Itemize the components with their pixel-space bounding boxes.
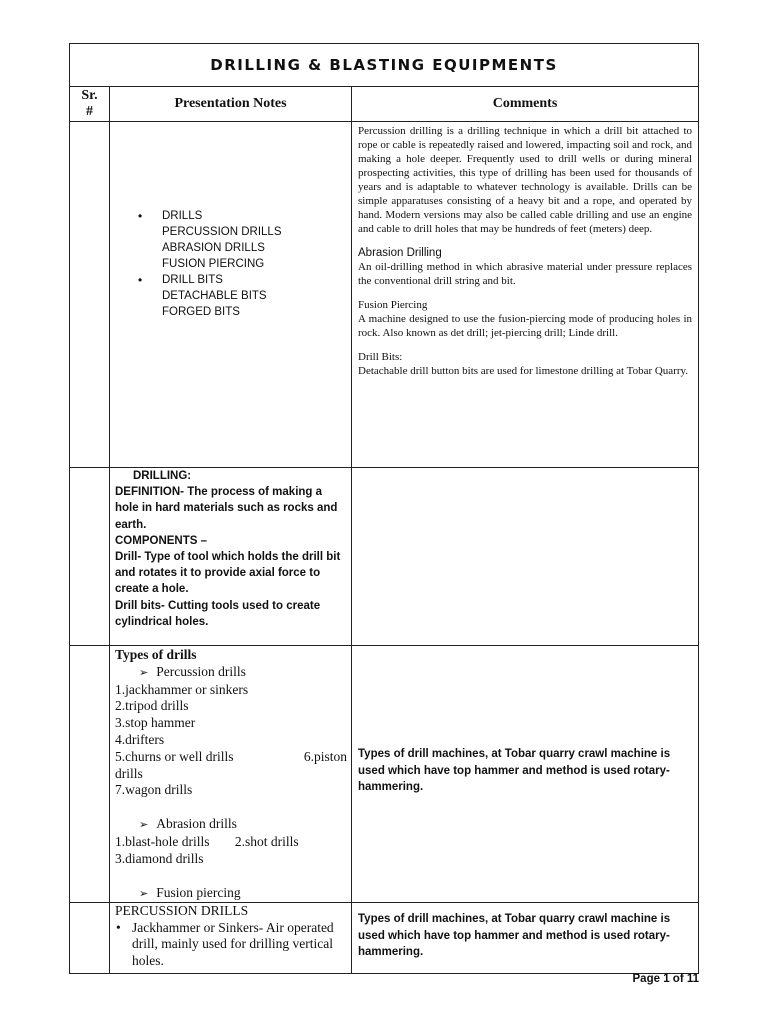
- sr-cell: [70, 468, 110, 646]
- drill-bits-text: Drill bits- Cutting tools used to create cylindrical holes.: [115, 599, 321, 628]
- title-cell: [70, 44, 699, 87]
- list-item: 7.wagon drills: [115, 782, 193, 798]
- comments-cell: [352, 468, 699, 646]
- percussion-cell: [110, 903, 352, 974]
- abrasion-subheading: ➢ Abrasion drills: [115, 816, 347, 834]
- list-item-text: 1.blast-hole drills: [115, 833, 210, 849]
- list-item: • DRILL BITS: [138, 272, 351, 288]
- header-notes: Presentation Notes: [110, 87, 352, 122]
- list-item: [115, 749, 347, 766]
- drilling-heading: DRILLING:: [133, 470, 192, 482]
- definition-cell: [110, 468, 352, 646]
- header-sr-line1: Sr.: [81, 88, 98, 103]
- document-title: DRILLING & BLASTING EQUIPMENTS: [210, 55, 558, 74]
- list-item: FORGED BITS: [162, 306, 240, 318]
- list-item: DETACHABLE BITS: [162, 290, 267, 302]
- notes-list: [110, 122, 351, 320]
- percussion-subheading: ➢ Percussion drills: [115, 664, 347, 682]
- abrasion-heading: Abrasion Drilling: [358, 247, 442, 259]
- bits-text: Detachable drill button bits are used for limestone drilling at Tobar Quarry.: [358, 365, 689, 377]
- list-item: • DRILLS: [138, 208, 351, 224]
- types-heading: Types of drills: [115, 647, 197, 662]
- components-heading: COMPONENTS –: [115, 534, 208, 547]
- list-item: FUSION PIERCING: [162, 258, 265, 270]
- sr-cell: [70, 646, 110, 903]
- table-row: [70, 903, 699, 974]
- list-item: • Jackhammer or Sinkers- Air operated drill, mainly used for drilling vertical holes.: [115, 920, 347, 969]
- list-item: 1.jackhammer or sinkers: [115, 681, 249, 697]
- list-item: 3.stop hammer: [115, 715, 196, 731]
- header-sr: [70, 87, 110, 122]
- list-item-text: 5.churns or well drills: [115, 748, 234, 764]
- list-item: 3.diamond drills: [115, 850, 204, 866]
- list-item-text: 6.piston: [303, 748, 347, 764]
- header-comments: Comments: [352, 87, 699, 122]
- comments-cell: Types of drill machines, at Tobar quarry crawl machine is used which have top hammer and method is used rotary-hammering.: [352, 903, 699, 974]
- list-item: ABRASION DRILLS: [162, 242, 265, 254]
- equipment-table: [69, 43, 699, 974]
- page-number: Page 1 of 11: [632, 973, 699, 985]
- list-item: [115, 834, 347, 851]
- fusion-heading: Fusion Piercing: [358, 299, 428, 311]
- types-cell: [110, 646, 352, 903]
- sr-cell: [70, 122, 110, 468]
- abrasion-text: An oil-drilling method in which abrasive material under pressure replaces the conventional drill string and bit.: [358, 261, 693, 287]
- fusion-subheading: ➢ Fusion piercing: [115, 885, 347, 903]
- table-row: [70, 122, 699, 468]
- list-item: 2.tripod drills: [115, 698, 189, 714]
- list-item: PERCUSSION DRILLS: [162, 226, 282, 238]
- comments-cell: Types of drill machines, at Tobar quarry crawl machine is used which have top hammer and method is used rotary-hammering.: [352, 646, 699, 903]
- list-item: 4.drifters: [115, 731, 165, 747]
- percussion-text: Percussion drilling is a drilling technique in which a drill bit attached to rope or cable is repeatedly raised and lowered, impacting soil and rock, and making a hole deeper. Frequently used to drill wells or during mineral prospecting activities, this type of drilling has been used for thousands of years and is adaptable to whatever technology is available. Drills can be simple apparatuses consisting of a heavy bit and a rope, and operated by hand. Modern versions may also be called cable drilling and use an engine and cable to drill holes that may be hundreds of feet (meters) deep.: [358, 125, 693, 235]
- list-item-text: 2.shot drills: [234, 833, 299, 849]
- fusion-text: A machine designed to use the fusion-piercing mode of producing holes in rock. Also known as det drill; jet-piercing drill; Linde drill.: [358, 313, 693, 339]
- bits-heading: Drill Bits:: [358, 351, 403, 363]
- definition-text: DEFINITION- The process of making a hole in hard materials such as rocks and earth.: [115, 486, 338, 531]
- comments-cell: [352, 122, 699, 468]
- document-page: [69, 43, 698, 974]
- table-row: [70, 468, 699, 646]
- drill-text: Drill- Type of tool which holds the drill bit and rotates it to provide axial force to create a hole.: [115, 551, 341, 596]
- header-sr-line2: #: [86, 104, 93, 119]
- percussion-heading: PERCUSSION DRILLS: [115, 903, 249, 919]
- sr-cell: [70, 903, 110, 974]
- table-row: [70, 646, 699, 903]
- list-item: drills: [115, 765, 143, 781]
- notes-cell: [110, 122, 352, 468]
